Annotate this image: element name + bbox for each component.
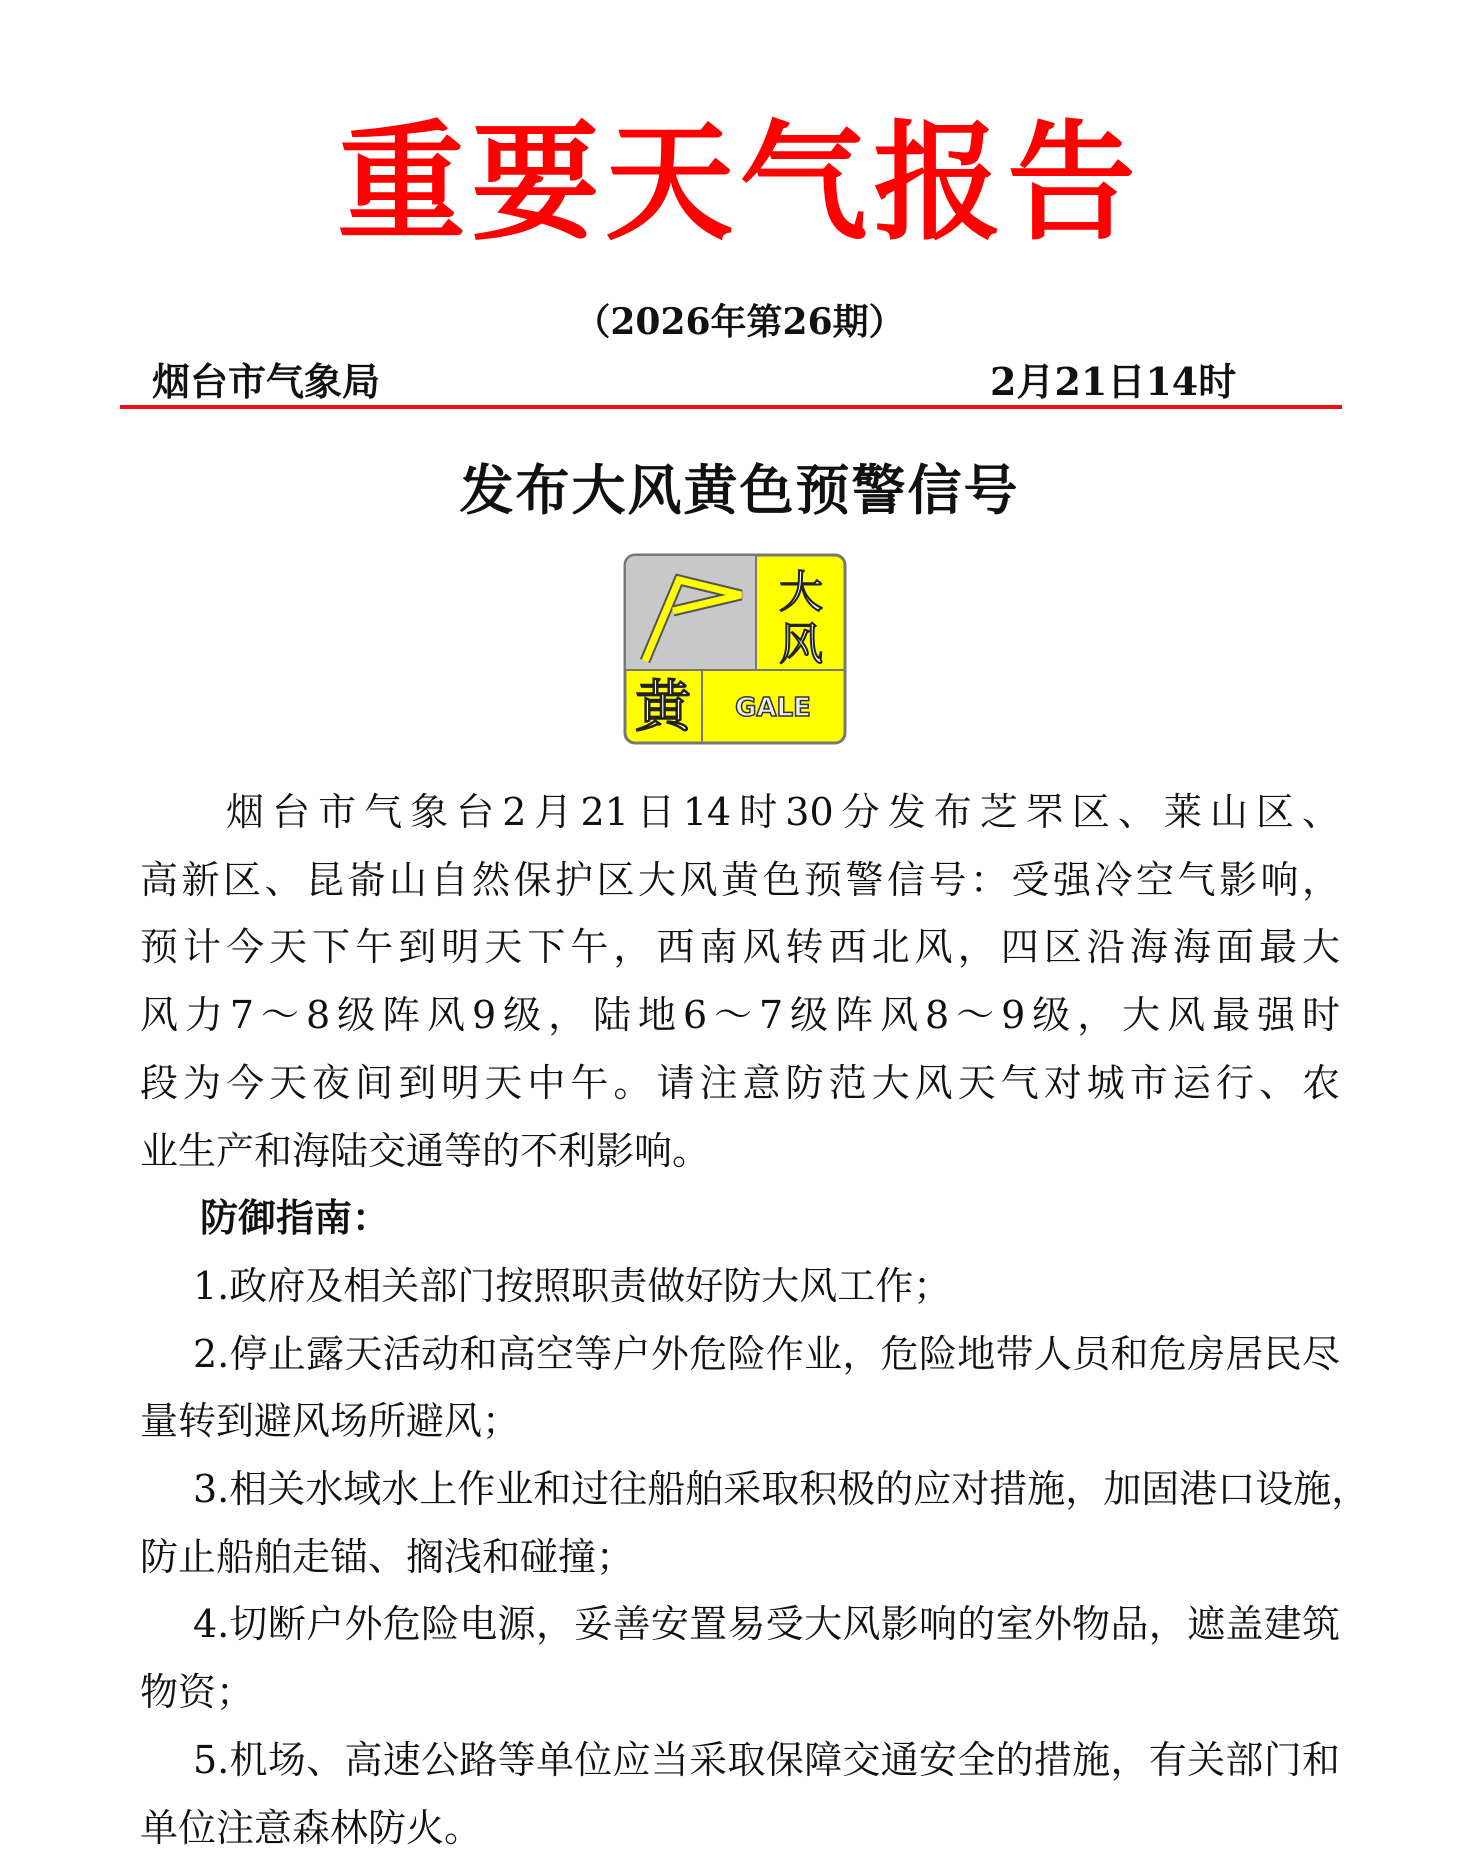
- issuing-organization: 烟台市气象局: [152, 359, 381, 404]
- warning-heading: 发布大风黄色预警信号: [459, 459, 1020, 522]
- guide-item-continuation: 防止船舶走锚、搁浅和碰撞；: [140, 1534, 635, 1579]
- badge-char-da: 大: [779, 567, 823, 618]
- report-title: 重要天气报告: [337, 108, 1142, 258]
- guide-item-continuation: 单位注意森林防火。: [140, 1805, 483, 1850]
- gale-yellow-warning-badge: [623, 553, 847, 745]
- paragraph-line: 段为今天夜间到明天中午。请注意防范大风天气对城市运行、农: [140, 1060, 1340, 1105]
- paragraph-line: 业生产和海陆交通等的不利影响。: [140, 1128, 711, 1173]
- guide-title: 防御指南：: [200, 1196, 391, 1241]
- guide-item: 3.相关水域水上作业和过往船舶采取积极的应对措施，加固港口设施，: [193, 1467, 1370, 1512]
- issue-number: （2026年第26期）: [574, 301, 905, 343]
- guide-item: 1.政府及相关部门按照职责做好防大风工作；: [193, 1263, 952, 1308]
- guide-item: 4.切断户外危险电源，妥善安置易受大风影响的室外物品，遮盖建筑: [193, 1602, 1340, 1647]
- issue-datetime: 2月21日14时: [990, 359, 1237, 404]
- warning-body: [140, 779, 1370, 1862]
- paragraph-line: 烟台市气象台2月21日14时30分发布芝罘区、莱山区、: [226, 790, 1340, 834]
- header-divider: [120, 405, 1342, 409]
- paragraph-line: 预计今天下午到明天下午，西南风转西北风，四区沿海海面最大: [140, 925, 1340, 970]
- badge-char-feng: 风: [779, 619, 823, 670]
- paragraph-line: 风力7～8级阵风9级，陆地6～7级阵风8～9级，大风最强时: [140, 993, 1340, 1038]
- guide-item: 5.机场、高速公路等单位应当采取保障交通安全的措施，有关部门和: [193, 1737, 1340, 1782]
- badge-char-huang: 黄: [635, 675, 691, 740]
- guide-item: 2.停止露天活动和高空等户外危险作业，危险地带人员和危房居民尽: [193, 1331, 1340, 1376]
- guide-item-continuation: 量转到避风场所避风；: [140, 1399, 521, 1444]
- gale-flag-icon: [623, 553, 847, 745]
- badge-label-gale: GALE: [735, 693, 811, 723]
- guide-item-continuation: 物资；: [140, 1670, 255, 1715]
- paragraph-line: 高新区、昆嵛山自然保护区大风黄色预警信号：受强冷空气影响，: [140, 857, 1340, 902]
